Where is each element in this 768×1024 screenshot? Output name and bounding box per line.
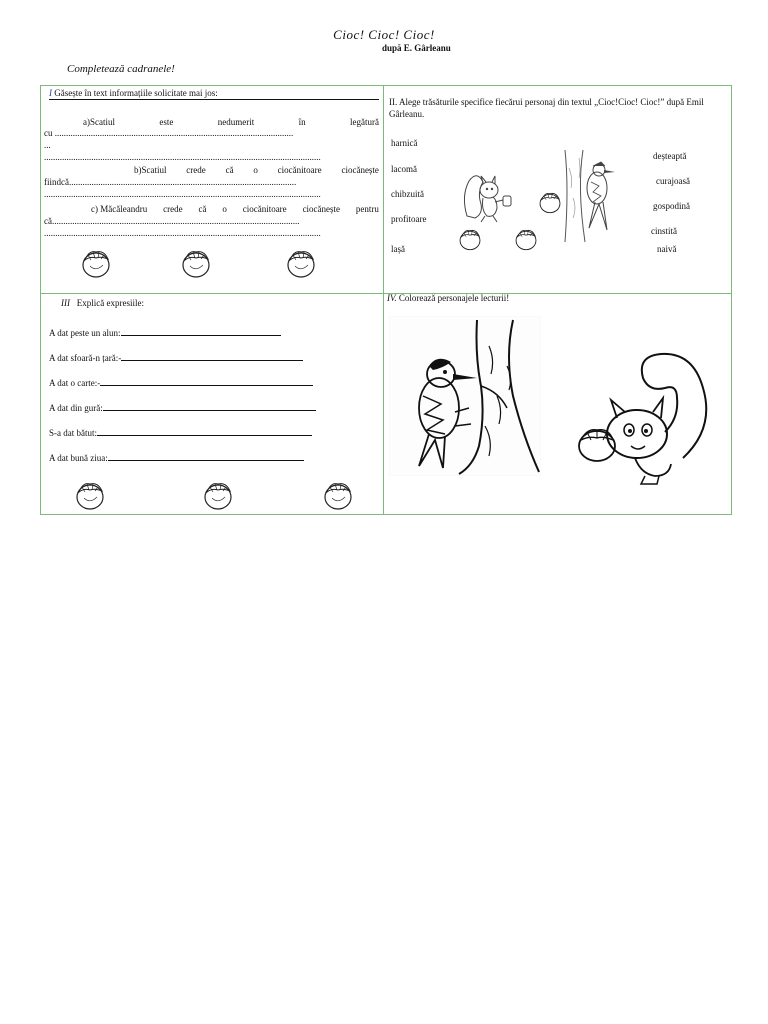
answer-dots: ... <box>44 140 51 150</box>
expression-label: A dat peste un alun: <box>49 328 121 338</box>
worksheet-grid <box>40 85 732 515</box>
section2-heading: II. Alege trăsăturile specifice fiecărui personaj din textul „Cioc!Cioc! Cioc!” după Emil Gârleanu. <box>389 97 704 119</box>
answer-line-b[interactable]: fiindcă..................................................................................................... <box>44 177 297 187</box>
hazelnut-icon <box>73 478 107 512</box>
trait-right[interactable]: cinstită <box>651 226 677 236</box>
hazelnut-icon <box>457 226 483 252</box>
expression-label: A dat din gură: <box>49 403 103 413</box>
hazelnut-icon <box>284 246 318 280</box>
trait-right[interactable]: deșteaptă <box>653 151 687 161</box>
question-a-word: în <box>298 117 306 127</box>
question-c-word: c) Măcăleandru <box>91 204 148 214</box>
expression-row <box>49 376 313 388</box>
expression-label: S-a dat bătut: <box>49 428 97 438</box>
section1-number: I <box>49 88 52 98</box>
expression-label: A dat sfoară-n țară:- <box>49 353 122 363</box>
hazelnut-icon <box>537 189 563 215</box>
answer-dotline[interactable]: ........................................................................................................................... <box>44 189 321 199</box>
expression-answer-line[interactable] <box>97 426 312 436</box>
answer-line-a[interactable]: cu .......................................................................................................... <box>44 128 294 138</box>
question-a-word: este <box>159 117 174 127</box>
hazelnut-icon <box>179 246 213 280</box>
question-a-word: legătură <box>350 117 379 127</box>
section4-heading <box>387 293 509 303</box>
section1-heading-text: Găsește în text informațiile solicitate mai jos: <box>54 88 218 98</box>
hazelnut-icon <box>321 478 355 512</box>
question-c <box>91 204 379 214</box>
question-b-word: crede <box>186 165 206 175</box>
trait-left[interactable]: lacomă <box>391 164 417 174</box>
expression-label: A dat bună ziua: <box>49 453 108 463</box>
trait-left[interactable]: harnică <box>391 138 418 148</box>
question-a-word: a)Scatiul <box>83 117 115 127</box>
question-a-word: nedumerit <box>217 117 255 127</box>
question-a <box>83 117 379 127</box>
trait-right[interactable]: gospodină <box>653 201 690 211</box>
expression-row <box>49 451 304 463</box>
question-c-word: ciocănește <box>302 204 341 214</box>
expression-label: A dat o carte:- <box>49 378 101 388</box>
woodpecker-coloring-illustration[interactable] <box>389 316 541 476</box>
expression-row <box>49 401 316 413</box>
expression-answer-line[interactable] <box>103 401 316 411</box>
expression-row <box>49 426 312 438</box>
question-b-word: b)Scatiul <box>134 165 167 175</box>
instruction: Completează cadranele! <box>67 63 175 75</box>
squirrel-small-illustration <box>459 166 519 226</box>
expression-answer-line[interactable] <box>121 351 303 361</box>
section3-number: III <box>61 298 70 308</box>
question-b-word: că <box>225 165 234 175</box>
section1-heading <box>49 88 379 100</box>
answer-dotline[interactable]: ........................................................................................................................... <box>44 152 321 162</box>
expression-row <box>49 351 303 363</box>
squirrel-coloring-illustration[interactable] <box>565 348 715 488</box>
question-c-word: că <box>198 204 207 214</box>
section4-number: IV. <box>387 293 397 303</box>
question-c-word: ciocănitoare <box>242 204 287 214</box>
question-b-word: ciocănește <box>341 165 379 175</box>
page-title: Cioc! Cioc! Cioc! <box>333 27 435 42</box>
trait-left[interactable]: profitoare <box>391 214 427 224</box>
question-b-word: ciocănitoare <box>277 165 322 175</box>
trait-right[interactable]: naivă <box>657 244 677 254</box>
expression-answer-line[interactable] <box>100 376 313 386</box>
question-c-word: crede <box>163 204 183 214</box>
expression-answer-line[interactable] <box>121 326 281 336</box>
question-b <box>134 165 379 175</box>
trait-right[interactable]: curajoasă <box>656 176 690 186</box>
author-line: după E. Gârleanu <box>382 43 451 53</box>
question-c-word: pentru <box>355 204 379 214</box>
trait-left[interactable]: chibzuită <box>391 189 424 199</box>
answer-dotline[interactable]: ........................................................................................................................... <box>44 228 321 238</box>
answer-line-c[interactable]: că.............................................................................................................. <box>44 216 300 226</box>
section3-heading-text: Explică expresiile: <box>76 298 144 308</box>
woodpecker-small-illustration <box>559 148 625 244</box>
hazelnut-icon <box>201 478 235 512</box>
hazelnut-icon <box>79 246 113 280</box>
trait-left[interactable]: lașă <box>391 244 405 254</box>
section4-heading-text: Colorează personajele lecturii! <box>398 293 510 303</box>
question-b-word: o <box>253 165 258 175</box>
grid-divider-vertical <box>383 86 384 514</box>
hazelnut-icon <box>513 226 539 252</box>
question-c-word: o <box>222 204 227 214</box>
grid-divider-horizontal <box>41 293 731 294</box>
expression-answer-line[interactable] <box>108 451 304 461</box>
section3-heading <box>61 298 144 308</box>
expression-row <box>49 326 281 338</box>
